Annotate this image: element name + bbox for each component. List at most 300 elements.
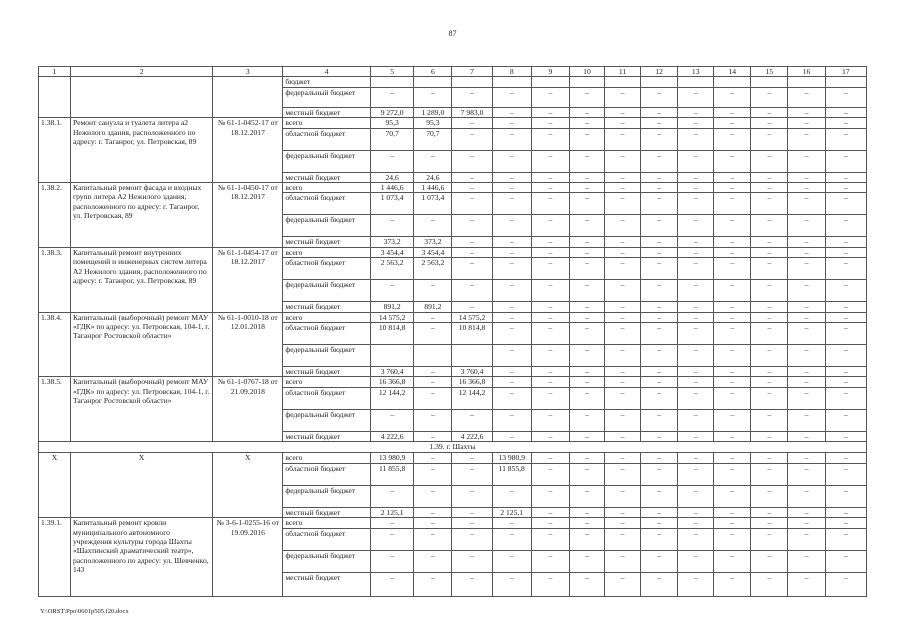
value-cell: – [531,518,569,528]
value-cell: – [531,237,569,247]
value-cell: – [641,431,678,441]
x-cell: X [213,453,283,518]
value-cell: – [751,118,788,128]
value-cell: – [788,528,825,550]
value-cell: 2 125,1 [370,507,413,517]
value-cell: – [414,485,452,507]
value-cell: – [751,258,788,280]
value-cell: – [452,172,492,182]
page-number: 87 [448,29,457,38]
value-cell: – [531,172,569,182]
value-cell: – [678,247,714,257]
value-cell: – [825,118,866,128]
value-cell: – [492,280,531,302]
item-row [39,183,867,193]
budget-label-cell: местный бюджет [283,431,371,441]
value-cell: – [414,528,452,550]
value-cell: – [604,323,640,345]
value-cell: – [569,258,604,280]
value-cell: – [788,431,825,441]
value-cell: 13 980,9 [492,453,531,463]
value-cell: – [788,150,825,172]
value-cell: – [678,463,714,485]
budget-label-cell: местный бюджет [283,107,371,117]
value-cell: 70,7 [414,128,452,150]
value-cell: – [751,485,788,507]
value-cell: – [414,518,452,528]
value-cell: 373,2 [414,237,452,247]
value-cell: 1 073,4 [370,193,413,215]
value-cell: – [678,312,714,322]
value-cell: – [641,463,678,485]
value-cell: – [604,237,640,247]
column-number-cell: 4 [283,67,371,77]
value-cell: – [531,87,569,107]
value-cell: – [641,237,678,247]
value-cell: – [452,118,492,128]
value-cell: – [678,572,714,596]
value-cell: 891,2 [370,302,413,312]
value-cell: – [825,258,866,280]
value-cell: – [641,172,678,182]
value-cell: – [604,312,640,322]
item-doc-cell: № 61-1-0452-17 от 18.12.2017 [213,118,283,183]
value-cell: – [678,193,714,215]
value-cell: – [641,485,678,507]
value-cell [370,77,413,87]
value-cell: – [678,215,714,237]
budget-label-cell: всего [283,518,371,528]
value-cell: – [825,518,866,528]
value-cell: – [641,183,678,193]
value-cell: – [414,87,452,107]
budget-label-cell: областной бюджет [283,323,371,345]
value-cell: – [714,485,751,507]
item-number-cell: 1.38.5. [39,377,71,442]
item-name-cell: Ремонт санузла и туалета литера а2 Нежилого здания, расположенного по адресу: г. Таганрог, ул. Петровская, 89 [70,118,212,183]
column-number-cell: 12 [641,67,678,77]
value-cell: – [604,453,640,463]
value-cell: – [788,377,825,387]
value-cell: – [569,215,604,237]
value-cell: – [714,323,751,345]
value-cell: 10 814,8 [452,323,492,345]
value-cell: – [678,367,714,377]
value-cell: – [825,237,866,247]
value-cell: – [414,572,452,596]
item-doc-cell: № 61-1-0010-18 от 12.01.2018 [213,312,283,377]
value-cell: – [492,302,531,312]
item-row [39,453,867,463]
value-cell: – [604,150,640,172]
value-cell: – [492,387,531,409]
budget-label-cell: областной бюджет [283,463,371,485]
value-cell: – [492,409,531,431]
value-cell: – [678,387,714,409]
value-cell: – [531,377,569,387]
value-cell: – [714,312,751,322]
value-cell: – [370,572,413,596]
value-cell: – [604,280,640,302]
value-cell: – [641,409,678,431]
value-cell: – [678,280,714,302]
value-cell: – [714,107,751,117]
value-cell [414,345,452,367]
value-cell: – [531,387,569,409]
item-name-cell [70,77,212,118]
budget-label-cell: всего [283,247,371,257]
value-cell: – [641,247,678,257]
value-cell: – [492,107,531,117]
column-number-cell: 17 [825,67,866,77]
item-name-cell: Капитальный (выборочный) ремонт МАУ «ГДК» по адресу: ул. Петровская, 104-1, г. Таганрог Ростовской области» [70,377,212,442]
value-cell: – [751,507,788,517]
value-cell: – [604,345,640,367]
value-cell: – [788,453,825,463]
value-cell: – [452,258,492,280]
value-cell: – [452,518,492,528]
value-cell: – [825,87,866,107]
value-cell: – [569,107,604,117]
value-cell: 1 073,4 [414,193,452,215]
value-cell [714,77,751,87]
budget-label-cell: местный бюджет [283,302,371,312]
value-cell: – [604,247,640,257]
value-cell: – [788,172,825,182]
item-doc-cell: № 3-6-1-0255-16 от 19.09.2016 [213,518,283,596]
value-cell: – [531,280,569,302]
value-cell: – [641,280,678,302]
value-cell: – [825,128,866,150]
value-cell: – [492,572,531,596]
value-cell [370,345,413,367]
value-cell: – [751,367,788,377]
value-cell: – [641,150,678,172]
value-cell: – [604,118,640,128]
section-title-cell: 1.39. г. Шахты [39,442,867,453]
column-number-cell: 1 [39,67,71,77]
value-cell: 1 446,6 [370,183,413,193]
value-cell: – [569,128,604,150]
x-cell: X [39,453,71,518]
value-cell: – [452,128,492,150]
value-cell: – [492,247,531,257]
value-cell: – [714,345,751,367]
value-cell: – [641,518,678,528]
value-cell [788,77,825,87]
budget-table [38,66,867,597]
column-number-cell: 6 [414,67,452,77]
value-cell: 3 454,4 [370,247,413,257]
value-cell: – [751,193,788,215]
value-cell: – [569,377,604,387]
value-cell: – [492,345,531,367]
value-cell: – [751,431,788,441]
value-cell: – [492,323,531,345]
value-cell: 95,3 [370,118,413,128]
value-cell: – [452,150,492,172]
value-cell: 70,7 [370,128,413,150]
value-cell: – [452,183,492,193]
value-cell: – [641,118,678,128]
value-cell: – [714,87,751,107]
value-cell: 11 855,8 [370,463,413,485]
value-cell: – [604,377,640,387]
value-cell: – [492,518,531,528]
value-cell: – [604,463,640,485]
column-number-cell: 11 [604,67,640,77]
value-cell: – [531,431,569,441]
value-cell: – [751,302,788,312]
value-cell: – [714,528,751,550]
value-cell: 1 446,6 [414,183,452,193]
value-cell: – [788,193,825,215]
value-cell: – [788,485,825,507]
value-cell: – [452,453,492,463]
value-cell: – [678,453,714,463]
value-cell: – [414,550,452,572]
value-cell: 13 980,9 [370,453,413,463]
value-cell: – [492,550,531,572]
value-cell: – [452,237,492,247]
item-number-cell: 1.38.4. [39,312,71,377]
column-number-cell: 9 [531,67,569,77]
value-cell: – [370,215,413,237]
item-number-cell: 1.39.1. [39,518,71,596]
value-cell: – [751,323,788,345]
value-cell [414,77,452,87]
value-cell: – [414,387,452,409]
value-cell: – [788,463,825,485]
value-cell: – [641,387,678,409]
budget-label-cell: местный бюджет [283,237,371,247]
value-cell: 16 366,8 [452,377,492,387]
item-name-cell: Капитальный ремонт фасада и входных групп литера А2 Нежилого здания, расположенного по адресу: г. Таганрог, ул. Петровская, 89 [70,183,212,248]
budget-label-cell: федеральный бюджет [283,87,371,107]
value-cell: – [788,183,825,193]
value-cell: – [452,572,492,596]
value-cell: – [569,118,604,128]
budget-label-cell: местный бюджет [283,572,371,596]
value-cell: – [569,345,604,367]
value-cell: – [751,150,788,172]
value-cell [492,77,531,87]
budget-label-cell: федеральный бюджет [283,550,371,572]
value-cell: – [492,367,531,377]
value-cell: 7 983,0 [452,107,492,117]
value-cell: – [714,150,751,172]
value-cell: – [825,387,866,409]
value-cell: – [788,345,825,367]
value-cell: – [825,431,866,441]
value-cell: – [492,485,531,507]
value-cell: – [569,280,604,302]
value-cell: – [370,518,413,528]
value-cell: – [452,247,492,257]
value-cell: – [678,87,714,107]
budget-label-cell: федеральный бюджет [283,280,371,302]
value-cell: – [714,215,751,237]
value-cell: – [825,409,866,431]
value-cell: 2 563,2 [414,258,452,280]
value-cell: – [569,247,604,257]
value-cell: 16 366,8 [370,377,413,387]
value-cell: – [492,128,531,150]
value-cell: – [641,507,678,517]
value-cell: – [678,409,714,431]
value-cell: – [788,367,825,377]
value-cell: – [370,550,413,572]
value-cell: – [678,302,714,312]
value-cell: – [604,128,640,150]
value-cell: – [788,247,825,257]
item-row [39,247,867,257]
value-cell [641,77,678,87]
value-cell: – [492,528,531,550]
value-cell: – [569,507,604,517]
value-cell: – [714,377,751,387]
value-cell: – [714,247,751,257]
value-cell: – [678,431,714,441]
budget-label-cell: федеральный бюджет [283,345,371,367]
table-row [39,77,867,87]
value-cell: – [641,258,678,280]
value-cell [678,77,714,87]
value-cell: – [531,215,569,237]
value-cell: – [825,453,866,463]
value-cell: – [714,258,751,280]
value-cell: – [531,302,569,312]
value-cell [531,77,569,87]
value-cell: 1 289,0 [414,107,452,117]
value-cell: – [678,183,714,193]
value-cell: – [604,518,640,528]
value-cell: – [531,367,569,377]
value-cell: – [569,367,604,377]
value-cell: – [604,107,640,117]
value-cell: – [714,550,751,572]
item-row [39,118,867,128]
value-cell: – [751,215,788,237]
value-cell: – [678,528,714,550]
budget-label-cell: областной бюджет [283,258,371,280]
value-cell: – [531,345,569,367]
value-cell: 3 760,4 [370,367,413,377]
value-cell: – [604,485,640,507]
value-cell: – [714,507,751,517]
budget-label-cell: местный бюджет [283,507,371,517]
value-cell: – [678,107,714,117]
budget-label-cell: федеральный бюджет [283,215,371,237]
value-cell: – [531,528,569,550]
budget-label-cell: федеральный бюджет [283,150,371,172]
value-cell: – [678,150,714,172]
value-cell: – [678,118,714,128]
value-cell: – [751,247,788,257]
value-cell: – [531,107,569,117]
value-cell: – [604,302,640,312]
value-cell: – [604,387,640,409]
value-cell: – [452,409,492,431]
value-cell: – [751,463,788,485]
value-cell: – [714,128,751,150]
budget-label-cell: всего [283,118,371,128]
column-number-cell: 16 [788,67,825,77]
value-cell: – [492,377,531,387]
value-cell: – [569,431,604,441]
value-cell: – [604,215,640,237]
value-cell: 373,2 [370,237,413,247]
value-cell: – [714,280,751,302]
value-cell: – [569,550,604,572]
value-cell: 891,2 [414,302,452,312]
value-cell: – [492,183,531,193]
value-cell: – [492,172,531,182]
value-cell: – [569,485,604,507]
item-row [39,518,867,528]
value-cell: – [714,302,751,312]
value-cell: – [825,377,866,387]
value-cell: – [531,550,569,572]
item-row [39,377,867,387]
value-cell: – [825,507,866,517]
value-cell: – [788,550,825,572]
value-cell: – [825,172,866,182]
value-cell: 12 144,2 [370,387,413,409]
value-cell: – [641,107,678,117]
value-cell: – [414,367,452,377]
value-cell: – [678,507,714,517]
value-cell: – [452,463,492,485]
value-cell: – [788,237,825,247]
value-cell: – [825,345,866,367]
value-cell: – [414,377,452,387]
value-cell: – [452,485,492,507]
value-cell: – [531,485,569,507]
value-cell: – [569,193,604,215]
value-cell: – [825,463,866,485]
value-cell: – [492,193,531,215]
value-cell: – [531,247,569,257]
value-cell: 3 760,4 [452,367,492,377]
budget-label-cell: областной бюджет [283,193,371,215]
value-cell: – [492,312,531,322]
value-cell: – [414,453,452,463]
value-cell: – [825,485,866,507]
value-cell: – [604,183,640,193]
value-cell: – [751,183,788,193]
value-cell: – [825,193,866,215]
value-cell: – [414,323,452,345]
value-cell: – [604,572,640,596]
value-cell: – [825,323,866,345]
value-cell: – [714,518,751,528]
value-cell: – [414,463,452,485]
value-cell: – [531,193,569,215]
value-cell: 9 272,0 [370,107,413,117]
value-cell: – [452,528,492,550]
value-cell: – [414,280,452,302]
value-cell: – [569,572,604,596]
item-number-cell: 1.38.3. [39,247,71,312]
value-cell: – [641,550,678,572]
value-cell [452,345,492,367]
item-number-cell: 1.38.1. [39,118,71,183]
column-number-cell: 7 [452,67,492,77]
value-cell: – [531,258,569,280]
value-cell: – [641,528,678,550]
value-cell: – [370,280,413,302]
